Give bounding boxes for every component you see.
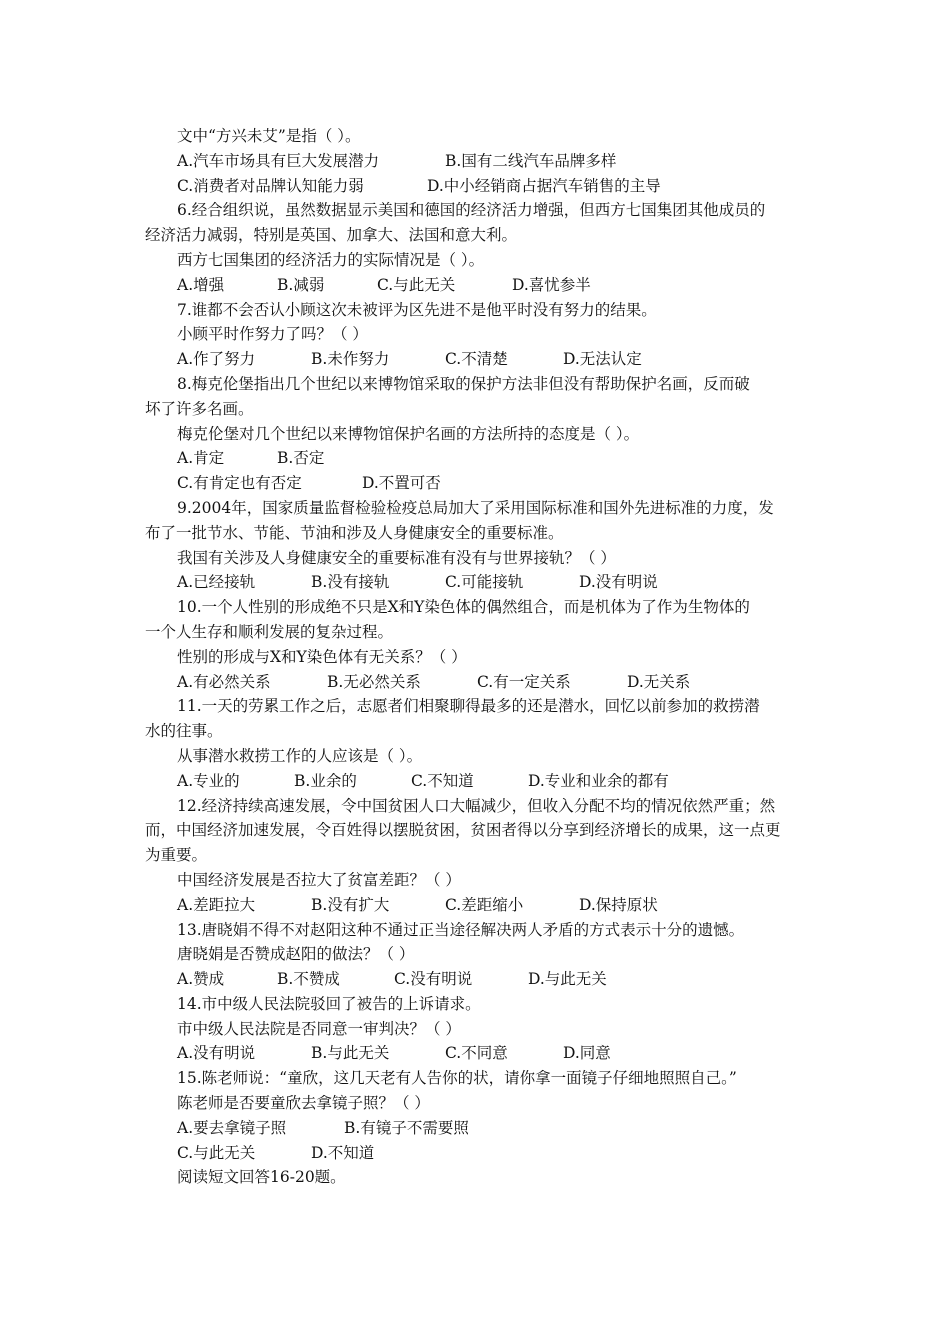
answer-options-row (145, 273, 810, 298)
answer-option: B.没有扩大 (311, 895, 390, 914)
answer-option: C.消费者对品牌认知能力弱 (177, 176, 364, 195)
answer-options-row (145, 967, 810, 992)
answer-option: C.不同意 (445, 1044, 508, 1063)
answer-option: C.不清楚 (445, 350, 508, 369)
answer-option: B.业余的 (294, 771, 357, 790)
answer-option: D.不知道 (311, 1143, 375, 1162)
answer-option: B.减弱 (277, 275, 325, 294)
answer-option: D.无关系 (627, 672, 691, 691)
text-line: 西方七国集团的经济活力的实际情况是（ ）。 (177, 250, 485, 269)
text-line: 6.经合组织说，虽然数据显示美国和德国的经济活力增强，但西方七国集团其他成员的 (177, 201, 766, 220)
text-line: 性别的形成与X和Y染色体有无关系？（ ） (177, 647, 467, 666)
text-line: 阅读短文回答16-20题。 (177, 1168, 346, 1187)
text-line: 而，中国经济加速发展，令百姓得以摆脱贫困，贫困者得以分享到经济增长的成果，这一点更 (145, 821, 781, 840)
answer-option: C.有肯定也有否定 (177, 474, 302, 493)
text-line: 坏了许多名画。 (145, 399, 254, 418)
answer-option: A.作了努力 (177, 350, 256, 369)
answer-option: D.专业和业余的都有 (528, 771, 669, 790)
text-line: 一个人生存和顺利发展的复杂过程。 (145, 622, 394, 641)
answer-option: A.肯定 (177, 449, 225, 468)
answer-option: D.没有明说 (579, 573, 658, 592)
text-line: 15.陈老师说：“童欣，这几天老有人告你的状，请你拿一面镜子仔细地照照自己。” (177, 1069, 737, 1088)
text-line: 11.一天的劳累工作之后，志愿者们相聚聊得最多的还是潜水，回忆以前参加的救捞潜 (177, 697, 760, 716)
answer-options-row (145, 471, 810, 496)
answer-option: C.可能接轨 (445, 573, 524, 592)
answer-option: C.与此无关 (177, 1143, 256, 1162)
answer-options-row (145, 174, 810, 199)
answer-option: B.没有接轨 (311, 573, 390, 592)
answer-option: D.无法认定 (563, 350, 642, 369)
answer-option: A.有必然关系 (177, 672, 271, 691)
text-line: 中国经济发展是否拉大了贫富差距？（ ） (177, 870, 461, 889)
text-line: 7.谁都不会否认小顾这次未被评为区先进不是他平时没有努力的结果。 (177, 300, 657, 319)
answer-options-row (145, 670, 810, 695)
answer-options-row (145, 347, 810, 372)
answer-option: D.与此无关 (528, 970, 607, 989)
text-line: 市中级人民法院是否同意一审判决？（ ） (177, 1019, 461, 1038)
answer-option: B.有镜子不需要照 (344, 1118, 469, 1137)
text-line: 文中“方兴未艾”是指（ ）。 (177, 127, 361, 145)
answer-option: B.否定 (277, 449, 325, 468)
answer-options-row (145, 1041, 810, 1066)
answer-option: B.国有二线汽车品牌多样 (445, 151, 617, 170)
answer-option: A.赞成 (177, 970, 225, 989)
answer-option: A.已经接轨 (177, 573, 256, 592)
text-line: 小顾平时作努力了吗？（ ） (177, 325, 368, 344)
answer-options-row (145, 893, 810, 918)
answer-options-row (145, 446, 810, 471)
answer-option: A.差距拉大 (177, 895, 256, 914)
answer-option: A.没有明说 (177, 1044, 256, 1063)
text-line: 8.梅克伦堡指出几个世纪以来博物馆采取的保护方法非但没有帮助保护名画，反而破 (177, 374, 750, 393)
text-line: 9.2004年，国家质量监督检验检疫总局加大了采用国际标准和国外先进标准的力度，发 (177, 498, 774, 517)
text-line: 12.经济持续高速发展，令中国贫困人口大幅减少，但收入分配不均的情况依然严重；然 (177, 796, 776, 815)
answer-option: B.无必然关系 (327, 672, 421, 691)
answer-options-row (145, 149, 810, 174)
text-line: 13.唐晓娟不得不对赵阳这种不通过正当途径解决两人矛盾的方式表示十分的遗憾。 (177, 920, 745, 939)
answer-options-row (145, 570, 810, 595)
question-text-block (145, 124, 810, 1190)
text-line: 布了一批节水、节能、节油和涉及人身健康安全的重要标准。 (145, 523, 564, 542)
answer-option: C.没有明说 (394, 970, 473, 989)
text-line: 陈老师是否要童欣去拿镜子照？（ ） (177, 1094, 430, 1113)
answer-option: C.差距缩小 (445, 895, 524, 914)
answer-option: C.与此无关 (377, 275, 456, 294)
answer-option: C.不知道 (411, 771, 474, 790)
text-line: 我国有关涉及人身健康安全的重要标准有没有与世界接轨？（ ） (177, 548, 616, 567)
answer-option: D.保持原状 (579, 895, 658, 914)
answer-option: A.增强 (177, 275, 225, 294)
answer-option: B.与此无关 (311, 1044, 390, 1063)
answer-option: D.同意 (563, 1044, 611, 1063)
text-line: 经济活力减弱，特别是英国、加拿大、法国和意大利。 (145, 226, 518, 245)
answer-option: D.中小经销商占据汽车销售的主导 (427, 176, 661, 195)
answer-option: B.不赞成 (277, 970, 340, 989)
answer-options-row (145, 769, 810, 794)
text-line: 10.一个人性别的形成绝不只是X和Y染色体的偶然组合，而是机体为了作为生物体的 (177, 598, 750, 617)
answer-options-row (145, 1116, 810, 1141)
text-line: 梅克伦堡对几个世纪以来博物馆保护名画的方法所持的态度是（ ）。 (177, 424, 640, 443)
text-line: 水的往事。 (145, 722, 223, 741)
text-line: 为重要。 (145, 846, 208, 865)
answer-option: C.有一定关系 (477, 672, 571, 691)
text-line: 唐晓娟是否赞成赵阳的做法？（ ） (177, 945, 415, 964)
answer-option: A.要去拿镜子照 (177, 1118, 287, 1137)
answer-option: A.汽车市场具有巨大发展潜力 (177, 151, 380, 170)
answer-options-row (145, 1141, 810, 1166)
text-line: 14.市中级人民法院驳回了被告的上诉请求。 (177, 994, 481, 1013)
answer-option: B.未作努力 (311, 350, 390, 369)
text-line: 从事潜水救捞工作的人应该是（ ）。 (177, 746, 423, 765)
answer-option: A.专业的 (177, 771, 240, 790)
answer-option: D.不置可否 (362, 474, 441, 493)
answer-option: D.喜忧参半 (512, 275, 591, 294)
